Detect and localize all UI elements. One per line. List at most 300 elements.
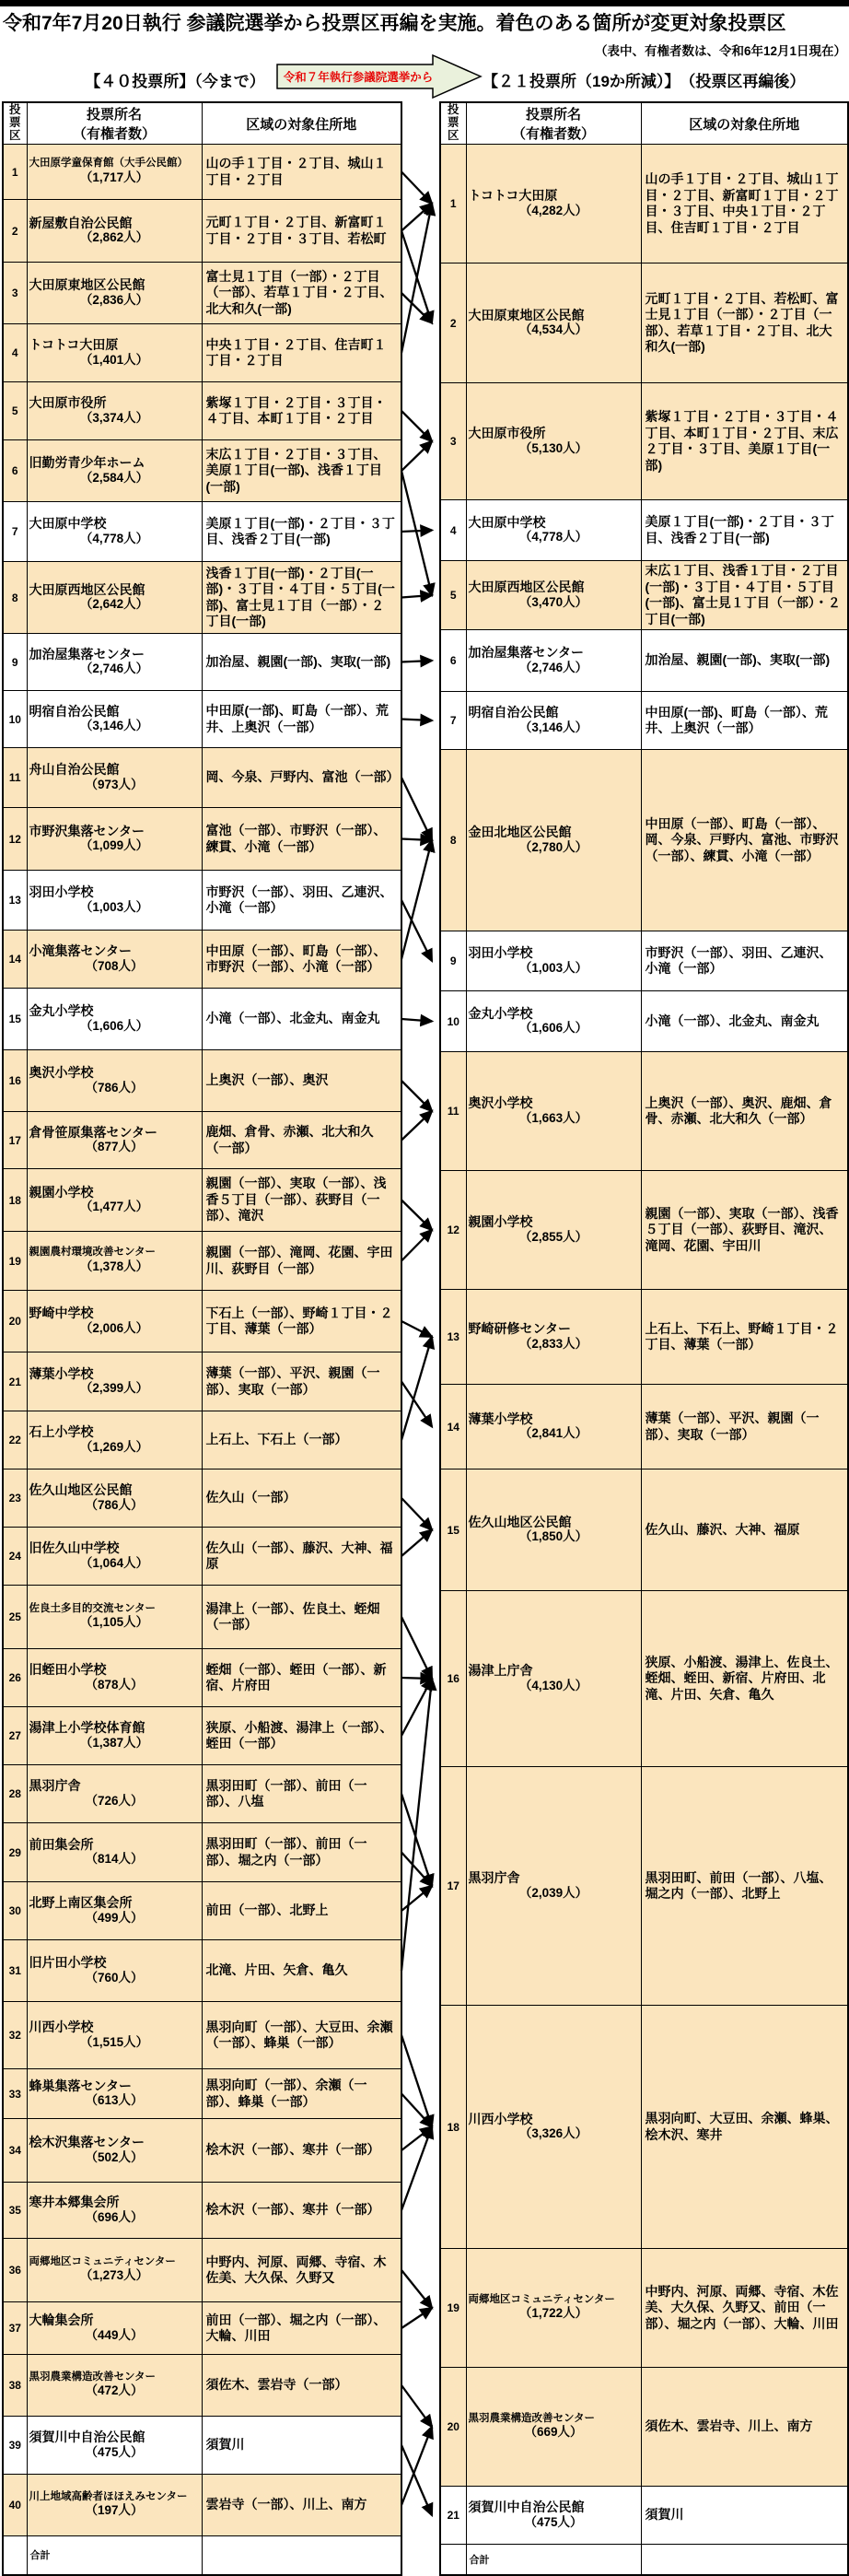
total-no-empty xyxy=(440,2545,466,2575)
voters-count: （499人） xyxy=(85,1910,144,1925)
district-area: 美原１丁目(一部)・２丁目・３丁目、浅香２丁目(一部) xyxy=(641,500,848,561)
voters-count: （814人） xyxy=(85,1852,144,1867)
station-name-cell xyxy=(466,383,641,500)
station-name: 薄葉小学校 xyxy=(29,1365,94,1381)
polling-row xyxy=(3,1765,401,1823)
station-name-cell xyxy=(27,1411,202,1469)
district-area: 加治屋、親園(一部)、実取(一部) xyxy=(202,634,401,691)
voters-count: （2,780人） xyxy=(518,839,588,854)
station-name-cell xyxy=(466,500,641,561)
station-name-cell xyxy=(27,1291,202,1352)
district-area: 佐久山（一部） xyxy=(202,1469,401,1528)
mapping-arrow xyxy=(401,1200,432,1231)
station-name-cell xyxy=(27,2239,202,2302)
polling-row xyxy=(3,634,401,691)
district-no: 35 xyxy=(3,2183,27,2239)
voters-count: （1,717人） xyxy=(79,170,149,184)
district-no: 19 xyxy=(3,1232,27,1291)
mapping-arrow xyxy=(401,2308,432,2328)
voters-count: （475人） xyxy=(524,2514,583,2529)
reorg-arrow-label: 令和７年執行参議院選挙から xyxy=(283,71,434,84)
district-area: 中田原(一部)、町島（一部）、荒井、上奥沢（一部） xyxy=(202,691,401,748)
district-area: 美原１丁目(一部)・２丁目・３丁目、浅香２丁目(一部) xyxy=(202,502,401,562)
station-name-cell xyxy=(27,502,202,562)
station-name: 金丸小学校 xyxy=(468,1005,533,1021)
polling-row xyxy=(3,1232,401,1291)
station-name: 旧片田小学校 xyxy=(29,1955,107,1971)
district-area: 小滝（一部）、北金丸、南金丸 xyxy=(202,989,401,1050)
district-area: 加治屋、親園(一部)、実取(一部) xyxy=(641,630,848,692)
station-name: 黒羽農業構造改善センター xyxy=(468,2412,596,2424)
polling-row xyxy=(440,931,848,991)
polling-row xyxy=(3,2417,401,2475)
mapping-arrows-layer xyxy=(401,101,439,2570)
district-no: 14 xyxy=(3,931,27,989)
station-name-cell xyxy=(27,2119,202,2183)
voters-count: （4,778人） xyxy=(79,531,149,545)
station-name: 寒井本郷集会所 xyxy=(29,2195,120,2210)
old-table-label: 【４０投票所】（今まで） xyxy=(85,73,265,90)
polling-row xyxy=(3,200,401,263)
district-area: 山の手１丁目・２丁目、城山１丁目・２丁目、新富町１丁目・２丁目・３丁目、中央１丁目・２丁目、住吉町１丁目・２丁目 xyxy=(641,145,848,263)
district-no: 24 xyxy=(3,1528,27,1586)
station-name-cell xyxy=(466,1385,641,1469)
station-name-cell xyxy=(466,2368,641,2487)
voters-count: （1,515人） xyxy=(79,2034,149,2049)
station-name: 前田集会所 xyxy=(29,1836,94,1852)
voters-count: （973人） xyxy=(85,777,144,791)
district-no: 13 xyxy=(3,871,27,931)
district-no: 16 xyxy=(3,1050,27,1112)
station-name: 小滝集落センター xyxy=(29,943,132,959)
station-name: 川上地域高齢者ほほえみセンター xyxy=(29,2490,188,2502)
station-name-cell xyxy=(466,750,641,931)
mapping-arrow xyxy=(401,2035,432,2127)
district-area: 桧木沢（一部）、寒井（一部） xyxy=(202,2183,401,2239)
station-name-cell xyxy=(27,691,202,748)
voters-count: （197人） xyxy=(85,2503,144,2518)
district-area: 親園（一部）、滝岡、花園、宇田川、荻野目（一部） xyxy=(202,1232,401,1291)
district-no: 1 xyxy=(440,145,466,263)
district-no: 29 xyxy=(3,1823,27,1882)
station-name-cell xyxy=(27,2069,202,2119)
station-name: 蜂巣集落センター xyxy=(29,2078,132,2093)
district-area: 末広１丁目・２丁目・３丁目、美原１丁目(一部)、浅香１丁目(一部) xyxy=(202,440,401,502)
polling-row xyxy=(3,1649,401,1707)
polling-row xyxy=(3,2183,401,2239)
polling-row xyxy=(440,500,848,561)
voters-count: （4,778人） xyxy=(518,530,588,544)
mapping-arrow xyxy=(401,1321,432,1337)
voters-asof-note: （表中、有権者数は、令和6年12月1日現在） xyxy=(594,44,846,58)
voters-count: （3,374人） xyxy=(79,410,149,425)
station-name-cell xyxy=(27,263,202,324)
polling-row xyxy=(3,748,401,808)
district-area: 黒羽向町、大豆田、余瀬、蜂巣、桧木沢、寒井 xyxy=(641,2006,848,2249)
station-name-cell xyxy=(27,1050,202,1112)
polling-row xyxy=(3,324,401,382)
mapping-arrow xyxy=(401,531,432,533)
mapping-arrow xyxy=(401,1111,432,1141)
station-name: 野崎中学校 xyxy=(29,1306,94,1321)
station-name: 北野上南区集会所 xyxy=(29,1895,133,1911)
polling-row xyxy=(440,1591,848,1767)
station-name: 佐久山地区公民館 xyxy=(29,1482,133,1498)
district-area: 岡、今泉、戸野内、富池（一部） xyxy=(202,748,401,808)
station-name-cell xyxy=(27,1469,202,1528)
station-name-cell xyxy=(27,1586,202,1649)
district-no: 28 xyxy=(3,1765,27,1823)
district-area: 中野内、河原、両郷、寺宿、木佐美、大久保、久野又、前田（一部）、堀之内（一部）、大輪、川田 xyxy=(641,2249,848,2368)
station-name: 親園小学校 xyxy=(468,1214,533,1230)
district-no: 4 xyxy=(3,324,27,382)
station-name: 奥沢小学校 xyxy=(468,1095,533,1111)
district-no: 2 xyxy=(440,263,466,383)
voters-count: （2,833人） xyxy=(518,1336,588,1351)
district-area: 前田（一部）、堀之内（一部）、大輪、川田 xyxy=(202,2302,401,2355)
district-no: 3 xyxy=(440,383,466,500)
polling-row xyxy=(440,1385,848,1469)
voters-count: （708人） xyxy=(85,958,144,973)
voters-count: （2,836人） xyxy=(79,292,149,307)
total-area-empty xyxy=(202,2536,401,2575)
district-no: 10 xyxy=(3,691,27,748)
polling-row xyxy=(3,1352,401,1411)
polling-row xyxy=(3,808,401,871)
polling-row xyxy=(3,871,401,931)
polling-row xyxy=(3,502,401,562)
station-name: 石上小学校 xyxy=(29,1424,94,1440)
mapping-arrow xyxy=(401,2427,432,2505)
voters-count: （475人） xyxy=(85,2444,144,2459)
district-area: 上奥沢（一部）、奥沢 xyxy=(202,1050,401,1112)
voters-count: （2,855人） xyxy=(518,1229,588,1244)
mapping-arrow xyxy=(401,1498,432,1530)
station-name: 桧木沢集落センター xyxy=(29,2135,145,2150)
district-area: 北滝、片田、矢倉、亀久 xyxy=(202,1940,401,2002)
station-name-cell xyxy=(466,931,641,991)
total-area-empty xyxy=(641,2545,848,2575)
station-name: 旧蛭田小学校 xyxy=(29,1662,107,1678)
station-name-cell xyxy=(466,2006,641,2249)
station-name: 黒羽庁舎 xyxy=(29,1778,81,1794)
station-name-cell xyxy=(27,2475,202,2536)
district-no: 20 xyxy=(440,2368,466,2487)
district-no: 6 xyxy=(3,440,27,502)
district-area: 佐久山、藤沢、大神、福原 xyxy=(641,1469,848,1591)
station-name-cell xyxy=(466,1469,641,1591)
mapping-arrow xyxy=(401,778,432,840)
district-no: 11 xyxy=(440,1052,466,1171)
station-name-cell xyxy=(466,2249,641,2368)
polling-row xyxy=(3,2302,401,2355)
polling-row xyxy=(3,562,401,634)
district-area: 須佐木、雲岩寺、川上、南方 xyxy=(641,2368,848,2487)
district-no: 7 xyxy=(440,692,466,750)
station-name-cell xyxy=(27,2183,202,2239)
district-area: 親園（一部）、実取（一部）、浅香５丁目（一部）、荻野目、滝沢、滝岡、花園、宇田川 xyxy=(641,1171,848,1290)
district-area: 富池（一部）、市野沢（一部）、練貫、小滝（一部） xyxy=(202,808,401,871)
station-name-cell xyxy=(27,1882,202,1940)
polling-row xyxy=(3,1528,401,1586)
district-area: 紫塚１丁目・２丁目・３丁目・４丁目、本町１丁目・２丁目 xyxy=(202,382,401,440)
station-name-cell xyxy=(27,324,202,382)
polling-row xyxy=(440,2006,848,2249)
district-no: 30 xyxy=(3,1882,27,1940)
station-name: 大田原東地区公民館 xyxy=(29,277,145,293)
voters-count: （669人） xyxy=(524,2425,583,2440)
station-name-cell xyxy=(466,991,641,1052)
page-title: 令和7年7月20日執行 参議院選挙から投票区再編を実施。着色のある箇所が変更対象投票区 xyxy=(3,13,786,34)
col-header-district: 投票区 xyxy=(440,102,466,145)
district-area: 鹿畑、倉骨、赤瀬、北大和久（一部） xyxy=(202,1112,401,1169)
district-area: 市野沢（一部）、羽田、乙連沢、小滝（一部） xyxy=(641,931,848,991)
station-name-cell xyxy=(27,2355,202,2417)
station-name: 薄葉小学校 xyxy=(468,1411,533,1426)
new-table-label: 【２１投票所（19か所減）】 （投票区再編後） xyxy=(483,73,806,90)
voters-count: （613人） xyxy=(85,2093,144,2108)
mapping-arrow xyxy=(401,1019,432,1022)
station-name-cell xyxy=(466,1591,641,1767)
station-name-cell xyxy=(27,1940,202,2002)
station-name: 倉骨笹原集落センター xyxy=(29,1124,157,1140)
polling-row xyxy=(440,630,848,692)
district-no: 32 xyxy=(3,2002,27,2069)
voters-count: （3,146人） xyxy=(79,719,149,733)
district-no: 15 xyxy=(3,989,27,1050)
district-no: 12 xyxy=(3,808,27,871)
station-name: 羽田小学校 xyxy=(29,884,94,900)
station-name: 大田原学童保育館（大手公民館） xyxy=(29,158,188,170)
district-no: 31 xyxy=(3,1940,27,2002)
mapping-arrow xyxy=(401,1794,432,1886)
polling-row xyxy=(440,1767,848,2006)
district-area: 狭原、小船渡、湯津上、佐良土、蛭畑、蛭田、新宿、片府田、北滝、片田、矢倉、亀久 xyxy=(641,1591,848,1767)
voters-count: （1,099人） xyxy=(79,838,149,853)
voters-count: （2,399人） xyxy=(79,1381,149,1396)
polling-row xyxy=(3,931,401,989)
polling-row xyxy=(3,1823,401,1882)
mapping-arrow xyxy=(401,1678,432,1679)
voters-count: （2,584人） xyxy=(79,470,149,485)
polling-row xyxy=(440,145,848,263)
total-no-empty xyxy=(3,2536,27,2575)
station-name-cell xyxy=(27,382,202,440)
polling-row xyxy=(3,1050,401,1112)
district-no: 9 xyxy=(3,634,27,691)
station-name-cell xyxy=(27,200,202,263)
district-area: 薄葉（一部）、平沢、親園（一部）、実取（一部） xyxy=(202,1352,401,1411)
station-name-cell xyxy=(466,561,641,630)
station-name: 大田原東地区公民館 xyxy=(468,307,585,322)
station-name-cell xyxy=(466,145,641,263)
polling-row xyxy=(3,2475,401,2536)
voters-count: （2,642人） xyxy=(79,597,149,612)
polling-row xyxy=(3,1469,401,1528)
station-name: 須賀川中自治公民館 xyxy=(468,2500,585,2515)
polling-row xyxy=(3,145,401,200)
mapping-arrow xyxy=(401,595,432,598)
col-header-district: 投票区 xyxy=(3,102,27,145)
station-name-cell xyxy=(27,1528,202,1586)
district-area: 中野内、河原、両郷、寺宿、木佐美、大久保、久野又 xyxy=(202,2239,401,2302)
mapping-arrow xyxy=(401,900,432,961)
station-name: 大田原西地区公民館 xyxy=(468,580,585,595)
district-area: 紫塚１丁目・２丁目・３丁目・４丁目、本町１丁目・２丁目、末広２丁目・３丁目、美原１丁目(一部) xyxy=(641,383,848,500)
new-polling-stations-table xyxy=(439,101,849,2576)
voters-count: （760人） xyxy=(85,1970,144,1985)
voters-count: （2,746人） xyxy=(518,660,588,674)
district-no: 34 xyxy=(3,2119,27,2183)
station-name-cell xyxy=(27,1232,202,1291)
polling-row xyxy=(3,2002,401,2069)
station-name: 金丸小学校 xyxy=(29,1003,94,1019)
district-no: 8 xyxy=(3,562,27,634)
polling-row xyxy=(3,1882,401,1940)
voters-count: （1,378人） xyxy=(79,1259,149,1273)
station-name-cell xyxy=(27,748,202,808)
station-name: 加治屋集落センター xyxy=(468,645,584,661)
voters-count: （3,326人） xyxy=(518,2126,588,2141)
district-area: 小滝（一部）、北金丸、南金丸 xyxy=(641,991,848,1052)
district-no: 11 xyxy=(3,748,27,808)
station-name-cell xyxy=(466,630,641,692)
district-area: 狭原、小船渡、湯津上（一部）、蛭田（一部） xyxy=(202,1707,401,1765)
voters-count: （696人） xyxy=(85,2209,144,2224)
station-name: 大田原中学校 xyxy=(29,516,107,532)
district-no: 26 xyxy=(3,1649,27,1707)
district-no: 10 xyxy=(440,991,466,1052)
station-name: 親園小学校 xyxy=(29,1184,94,1200)
station-name: 黒羽庁舎 xyxy=(468,1870,520,1886)
station-name-cell xyxy=(27,808,202,871)
station-name-cell xyxy=(27,2302,202,2355)
station-name: 大田原西地区公民館 xyxy=(29,581,145,597)
district-no: 5 xyxy=(440,561,466,630)
district-area: 黒羽向町（一部）、大豆田、余瀬（一部）、蜂巣（一部） xyxy=(202,2002,401,2069)
station-name-cell xyxy=(27,2002,202,2069)
district-no: 15 xyxy=(440,1469,466,1591)
district-area: 下石上（一部）、野崎１丁目・２丁目、薄葉（一部） xyxy=(202,1291,401,1352)
col-header-name: 投票所名 （有権者数） xyxy=(27,102,202,145)
district-no: 14 xyxy=(440,1385,466,1469)
district-no: 39 xyxy=(3,2417,27,2475)
district-no: 13 xyxy=(440,1290,466,1385)
polling-row xyxy=(440,561,848,630)
station-name: 湯津上小学校体育館 xyxy=(29,1720,145,1736)
district-area: 富士見１丁目（一部）・２丁目（一部）、若草１丁目・２丁目、北大和久(一部) xyxy=(202,263,401,324)
mapping-arrow xyxy=(401,839,432,841)
station-name-cell xyxy=(27,145,202,200)
station-name: 両郷地区コミュニティセンター xyxy=(29,2255,176,2267)
polling-row xyxy=(3,2069,401,2119)
polling-row xyxy=(3,989,401,1050)
mapping-arrow xyxy=(401,411,432,441)
station-name: 加治屋集落センター xyxy=(29,646,145,662)
station-name-cell xyxy=(466,1171,641,1290)
station-name: 川西小学校 xyxy=(468,2111,533,2126)
mapping-arrow xyxy=(401,720,432,721)
polling-row xyxy=(3,2355,401,2417)
voters-count: （1,003人） xyxy=(79,899,149,914)
polling-row xyxy=(440,383,848,500)
polling-row xyxy=(440,263,848,383)
district-no: 21 xyxy=(440,2487,466,2545)
polling-row xyxy=(3,1411,401,1469)
station-name-cell xyxy=(27,931,202,989)
total-row xyxy=(440,2545,848,2575)
district-no: 5 xyxy=(3,382,27,440)
voters-count: （1,663人） xyxy=(518,1110,588,1125)
voters-count: （1,606人） xyxy=(518,1021,588,1036)
district-area: 親園（一部）、実取（一部）、浅香５丁目（一部）、荻野目（一部）、滝沢 xyxy=(202,1169,401,1232)
voters-count: （1,850人） xyxy=(518,1529,588,1544)
station-name-cell xyxy=(466,1290,641,1385)
voters-count: （1,003人） xyxy=(518,960,588,975)
district-area: 上石上、下石上、野崎１丁目・２丁目、薄葉（一部） xyxy=(641,1290,848,1385)
district-area: 須賀川 xyxy=(202,2417,401,2475)
polling-row xyxy=(440,1171,848,1290)
mapping-arrow xyxy=(401,1530,432,1557)
voters-count: （2,746人） xyxy=(79,662,149,676)
station-name: 川西小学校 xyxy=(29,2020,94,2035)
district-no: 12 xyxy=(440,1171,466,1290)
station-name-cell xyxy=(27,562,202,634)
polling-row xyxy=(3,440,401,502)
station-name-cell xyxy=(27,1169,202,1232)
station-name: 金田北地区公民館 xyxy=(468,825,572,840)
district-no: 4 xyxy=(440,500,466,561)
station-name: 大田原中学校 xyxy=(468,514,546,530)
top-black-bar xyxy=(0,0,849,6)
district-area: 黒羽田町（一部）、前田（一部）、堀之内（一部） xyxy=(202,1823,401,1882)
district-no: 2 xyxy=(3,200,27,263)
polling-row xyxy=(3,1112,401,1169)
polling-row xyxy=(3,2119,401,2183)
district-area: 佐久山（一部）、藤沢、大神、福原 xyxy=(202,1528,401,1586)
district-area: 黒羽田町（一部）、前田（一部）、八塩 xyxy=(202,1765,401,1823)
mapping-arrow xyxy=(401,1679,432,1971)
voters-count: （4,282人） xyxy=(518,203,588,217)
station-name: 新屋敷自治公民館 xyxy=(29,215,133,230)
polling-row xyxy=(3,1586,401,1649)
district-area: 黒羽向町（一部）、余瀬（一部）、蜂巣（一部） xyxy=(202,2069,401,2119)
mapping-arrow xyxy=(401,840,432,959)
header-row xyxy=(3,102,401,145)
district-area: 浅香１丁目(一部)・２丁目(一部)・３丁目・４丁目・５丁目(一部)、富士見１丁目（一部）・２丁目(一部) xyxy=(202,562,401,634)
voters-count: （1,722人） xyxy=(518,2306,588,2321)
mapping-arrow xyxy=(401,1081,432,1111)
voters-count: （1,064人） xyxy=(79,1555,149,1570)
polling-row xyxy=(440,991,848,1052)
station-name-cell xyxy=(27,1707,202,1765)
district-area: 蛭畑（一部）、蛭田（一部）、新宿、片府田 xyxy=(202,1649,401,1707)
district-no: 19 xyxy=(440,2249,466,2368)
district-no: 40 xyxy=(3,2475,27,2536)
col-header-name: 投票所名 （有権者数） xyxy=(466,102,641,145)
voters-count: （878人） xyxy=(85,1677,144,1692)
polling-row xyxy=(3,1940,401,2002)
district-no: 1 xyxy=(3,145,27,200)
station-name: 旧勤労青少年ホーム xyxy=(29,455,145,471)
polling-row xyxy=(440,1290,848,1385)
district-no: 36 xyxy=(3,2239,27,2302)
station-name: 野崎研修センター xyxy=(468,1321,571,1337)
voters-count: （449人） xyxy=(85,2327,144,2342)
district-no: 20 xyxy=(3,1291,27,1352)
polling-row xyxy=(3,1169,401,1232)
station-name-cell xyxy=(27,1649,202,1707)
